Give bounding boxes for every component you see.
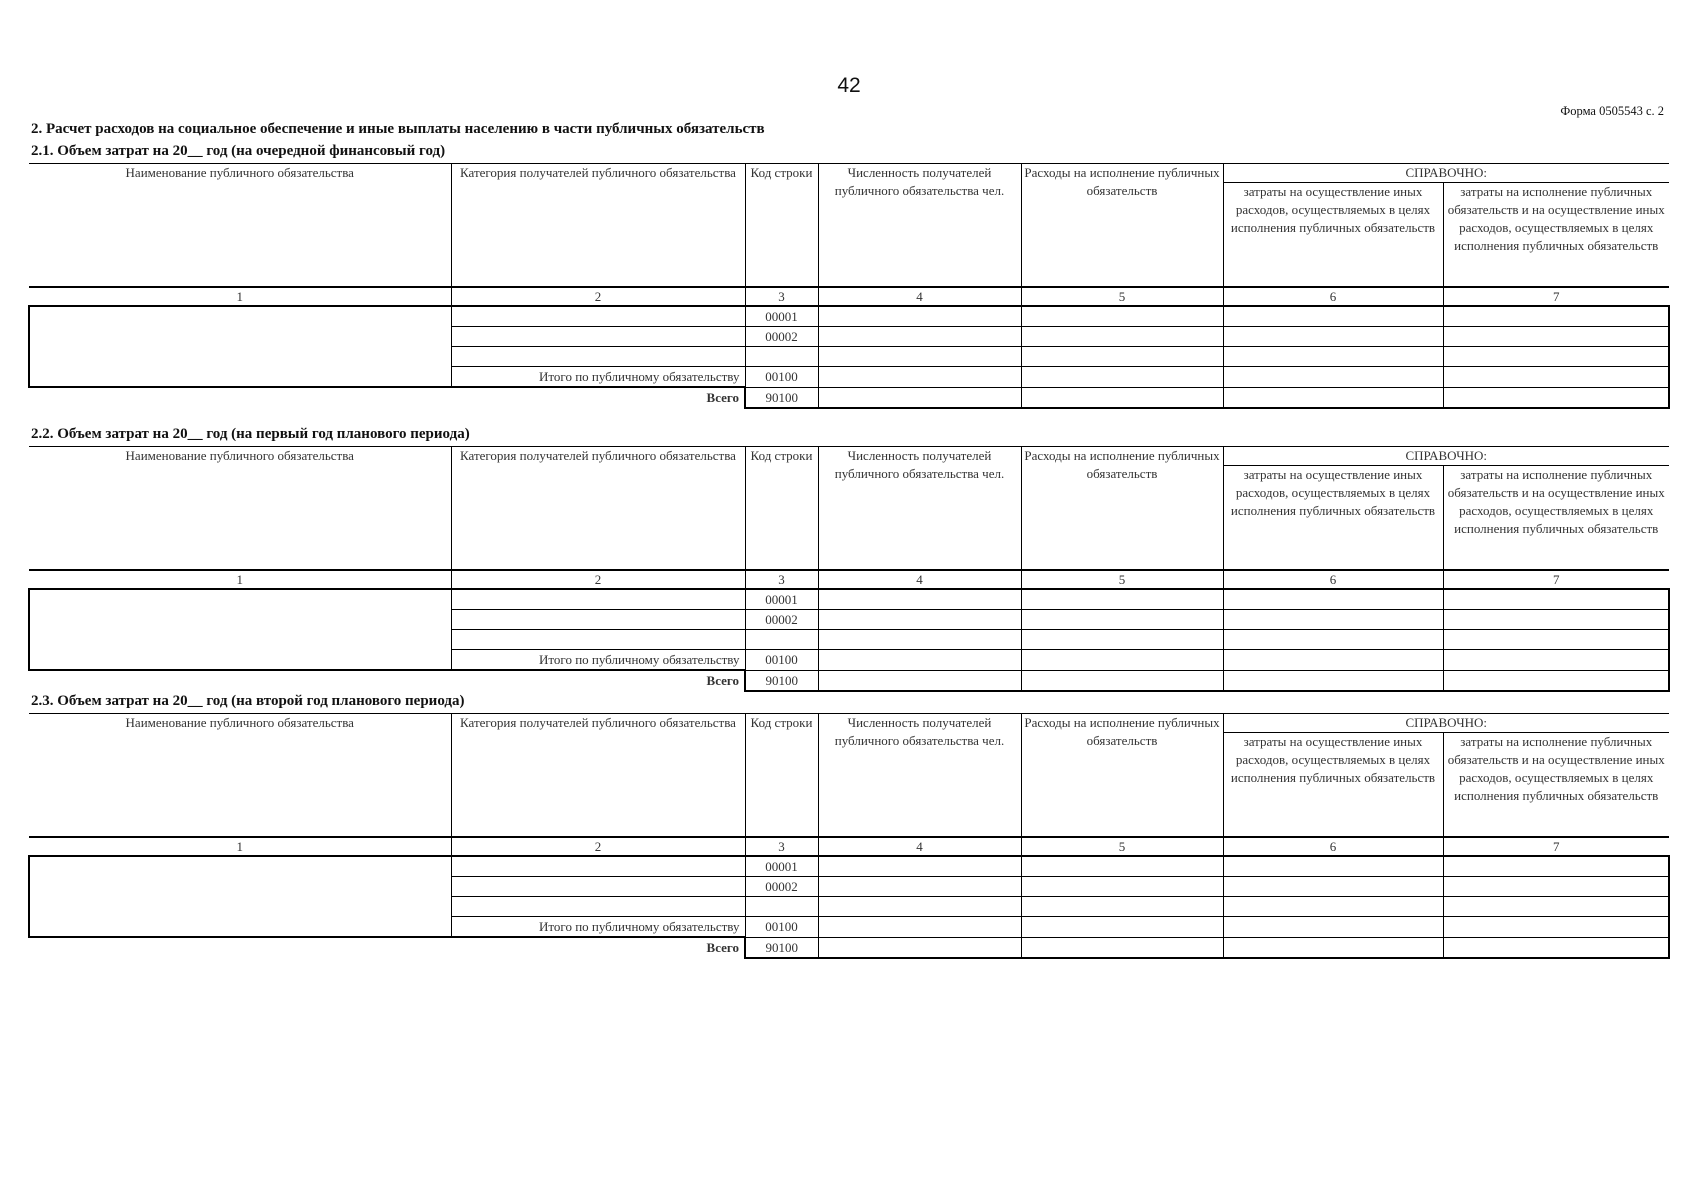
- header-row-code: Код строки: [745, 447, 818, 571]
- row-code-cell: 90100: [745, 387, 818, 408]
- value-cell[interactable]: [818, 897, 1021, 917]
- header-obligation-name: Наименование публичного обязательства: [29, 447, 451, 571]
- row-code-cell: 90100: [745, 670, 818, 691]
- value-cell[interactable]: [1443, 650, 1669, 671]
- value-cell[interactable]: [1021, 347, 1223, 367]
- header-reference: СПРАВОЧНО:: [1223, 714, 1669, 733]
- value-cell[interactable]: [1443, 856, 1669, 877]
- value-cell[interactable]: [1443, 589, 1669, 610]
- row-code-cell: [745, 897, 818, 917]
- column-number: 2: [451, 287, 745, 306]
- value-cell[interactable]: [1223, 877, 1443, 897]
- value-cell[interactable]: [818, 589, 1021, 610]
- value-cell[interactable]: [1443, 670, 1669, 691]
- value-cell[interactable]: [1443, 610, 1669, 630]
- category-cell[interactable]: [451, 856, 745, 877]
- row-code-cell: [745, 630, 818, 650]
- form-code: Форма 0505543 с. 2: [1560, 104, 1664, 118]
- column-number: 5: [1021, 837, 1223, 856]
- column-number: 7: [1443, 837, 1669, 856]
- value-cell[interactable]: [1021, 367, 1223, 388]
- row-code-cell: 00100: [745, 917, 818, 938]
- value-cell[interactable]: [1021, 306, 1223, 327]
- column-number: 2: [451, 837, 745, 856]
- value-cell[interactable]: [1223, 630, 1443, 650]
- value-cell[interactable]: [1443, 937, 1669, 958]
- header-other-costs: затраты на осуществление иных расходов, осуществляемых в целях исполнения публичных обязательств: [1223, 733, 1443, 838]
- column-number: 7: [1443, 287, 1669, 306]
- value-cell[interactable]: [1021, 327, 1223, 347]
- value-cell[interactable]: [1223, 897, 1443, 917]
- value-cell[interactable]: [1223, 856, 1443, 877]
- value-cell[interactable]: [1223, 650, 1443, 671]
- value-cell[interactable]: [1223, 387, 1443, 408]
- value-cell[interactable]: [1443, 347, 1669, 367]
- row-code-cell: 00002: [745, 610, 818, 630]
- header-expenses: Расходы на исполнение публичных обязательств: [1021, 447, 1223, 571]
- cost-table: [28, 163, 1670, 409]
- section-title: 2.2. Объем затрат на 20__ год (на первый год планового периода): [31, 426, 470, 442]
- subtotal-label: Итого по публичному обязательству: [451, 917, 745, 938]
- column-number: 4: [818, 837, 1021, 856]
- total-label: Всего: [706, 390, 739, 405]
- column-number: 1: [29, 570, 451, 589]
- cost-table: [28, 713, 1670, 959]
- header-other-costs: затраты на осуществление иных расходов, осуществляемых в целях исполнения публичных обязательств: [1223, 466, 1443, 571]
- header-recipient-category: Категория получателей публичного обязательства: [451, 714, 745, 838]
- value-cell[interactable]: [1223, 347, 1443, 367]
- header-recipient-category: Категория получателей публичного обязательства: [451, 164, 745, 288]
- value-cell[interactable]: [1021, 387, 1223, 408]
- column-number: 6: [1223, 570, 1443, 589]
- header-reference: СПРАВОЧНО:: [1223, 447, 1669, 466]
- value-cell[interactable]: [1223, 670, 1443, 691]
- category-cell[interactable]: [451, 347, 745, 367]
- category-cell[interactable]: [451, 306, 745, 327]
- column-number: 5: [1021, 570, 1223, 589]
- category-cell[interactable]: [451, 877, 745, 897]
- value-cell[interactable]: [1021, 630, 1223, 650]
- subtotal-label: Итого по публичному обязательству: [451, 650, 745, 671]
- header-obligation-name: Наименование публичного обязательства: [29, 714, 451, 838]
- header-row-code: Код строки: [745, 164, 818, 288]
- header-recipients-count: Численность получателей публичного обязательства чел.: [818, 714, 1021, 838]
- value-cell[interactable]: [1021, 610, 1223, 630]
- value-cell[interactable]: [1021, 589, 1223, 610]
- column-number: 4: [818, 570, 1021, 589]
- cost-table: [28, 446, 1670, 692]
- value-cell[interactable]: [1443, 327, 1669, 347]
- row-code-cell: 00002: [745, 877, 818, 897]
- category-cell[interactable]: [451, 327, 745, 347]
- main-title: 2. Расчет расходов на социальное обеспечение и иные выплаты населению в части публичных обязательств: [31, 121, 765, 137]
- category-cell[interactable]: [451, 610, 745, 630]
- section-title: 2.3. Объем затрат на 20__ год (на второй год планового периода): [31, 693, 465, 709]
- row-code-cell: [745, 347, 818, 367]
- value-cell[interactable]: [818, 347, 1021, 367]
- column-number: 2: [451, 570, 745, 589]
- value-cell[interactable]: [1443, 897, 1669, 917]
- row-code-cell: 00100: [745, 650, 818, 671]
- value-cell[interactable]: [818, 610, 1021, 630]
- category-cell[interactable]: [451, 589, 745, 610]
- column-number: 7: [1443, 570, 1669, 589]
- value-cell[interactable]: [1021, 917, 1223, 938]
- value-cell[interactable]: [1021, 856, 1223, 877]
- value-cell[interactable]: [818, 630, 1021, 650]
- cost-section-2: [28, 424, 1668, 692]
- header-total-costs: затраты на исполнение публичных обязательств и на осуществление иных расходов, осуществляемых в целях исполнения публичных обязательств: [1443, 466, 1669, 571]
- value-cell[interactable]: [1021, 670, 1223, 691]
- page-number: 42: [837, 74, 861, 97]
- value-cell[interactable]: [818, 856, 1021, 877]
- section-title: 2.1. Объем затрат на 20__ год (на очередной финансовый год): [31, 143, 446, 159]
- row-code-cell: 00001: [745, 856, 818, 877]
- header-reference: СПРАВОЧНО:: [1223, 164, 1669, 183]
- value-cell[interactable]: [818, 387, 1021, 408]
- header-other-costs: затраты на осуществление иных расходов, осуществляемых в целях исполнения публичных обязательств: [1223, 183, 1443, 288]
- subtotal-label: Итого по публичному обязательству: [451, 367, 745, 388]
- value-cell[interactable]: [1223, 589, 1443, 610]
- category-cell[interactable]: [451, 630, 745, 650]
- value-cell[interactable]: [818, 937, 1021, 958]
- total-label: Всего: [706, 940, 739, 955]
- column-number: 5: [1021, 287, 1223, 306]
- row-code-cell: 00001: [745, 589, 818, 610]
- header-total-costs: затраты на исполнение публичных обязательств и на осуществление иных расходов, осуществляемых в целях исполнения публичных обязательств: [1443, 183, 1669, 288]
- row-code-cell: 00002: [745, 327, 818, 347]
- value-cell[interactable]: [1021, 937, 1223, 958]
- category-cell[interactable]: [451, 897, 745, 917]
- column-number: 3: [745, 287, 818, 306]
- row-code-cell: 90100: [745, 937, 818, 958]
- value-cell[interactable]: [818, 327, 1021, 347]
- obligation-name-cell[interactable]: [29, 589, 451, 670]
- column-number: 4: [818, 287, 1021, 306]
- value-cell[interactable]: [1443, 877, 1669, 897]
- column-number: 1: [29, 837, 451, 856]
- column-number: 3: [745, 570, 818, 589]
- value-cell[interactable]: [1223, 937, 1443, 958]
- header-total-costs: затраты на исполнение публичных обязательств и на осуществление иных расходов, осуществляемых в целях исполнения публичных обязательств: [1443, 733, 1669, 838]
- cost-section-3: [28, 691, 1668, 959]
- value-cell[interactable]: [1223, 917, 1443, 938]
- header-recipients-count: Численность получателей публичного обязательства чел.: [818, 447, 1021, 571]
- value-cell[interactable]: [1443, 630, 1669, 650]
- value-cell[interactable]: [818, 650, 1021, 671]
- value-cell[interactable]: [1223, 327, 1443, 347]
- value-cell[interactable]: [1021, 897, 1223, 917]
- value-cell[interactable]: [1021, 877, 1223, 897]
- header-expenses: Расходы на исполнение публичных обязательств: [1021, 714, 1223, 838]
- value-cell[interactable]: [1443, 917, 1669, 938]
- row-code-cell: 00001: [745, 306, 818, 327]
- value-cell[interactable]: [818, 670, 1021, 691]
- header-obligation-name: Наименование публичного обязательства: [29, 164, 451, 288]
- total-label: Всего: [706, 673, 739, 688]
- value-cell[interactable]: [1443, 306, 1669, 327]
- value-cell[interactable]: [1223, 610, 1443, 630]
- column-number: 6: [1223, 287, 1443, 306]
- value-cell[interactable]: [818, 877, 1021, 897]
- value-cell[interactable]: [818, 306, 1021, 327]
- value-cell[interactable]: [818, 367, 1021, 388]
- row-code-cell: 00100: [745, 367, 818, 388]
- header-expenses: Расходы на исполнение публичных обязательств: [1021, 164, 1223, 288]
- obligation-name-cell[interactable]: [29, 306, 451, 387]
- column-number: 1: [29, 287, 451, 306]
- obligation-name-cell[interactable]: [29, 856, 451, 937]
- value-cell[interactable]: [1223, 367, 1443, 388]
- header-recipients-count: Численность получателей публичного обязательства чел.: [818, 164, 1021, 288]
- value-cell[interactable]: [1223, 306, 1443, 327]
- value-cell[interactable]: [1021, 650, 1223, 671]
- column-number: 6: [1223, 837, 1443, 856]
- value-cell[interactable]: [1443, 367, 1669, 388]
- cost-section-1: [28, 141, 1668, 409]
- value-cell[interactable]: [818, 917, 1021, 938]
- header-recipient-category: Категория получателей публичного обязательства: [451, 447, 745, 571]
- value-cell[interactable]: [1443, 387, 1669, 408]
- column-number: 3: [745, 837, 818, 856]
- header-row-code: Код строки: [745, 714, 818, 838]
